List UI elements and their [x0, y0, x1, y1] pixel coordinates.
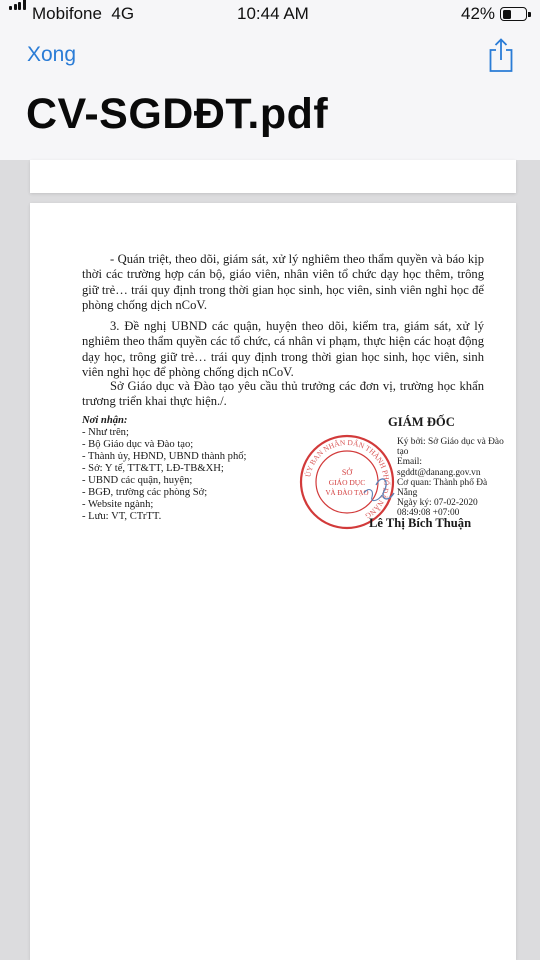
digital-signature-info	[397, 437, 507, 519]
share-icon[interactable]	[487, 37, 515, 73]
signer-email: sgddt@danang.gov.vn	[397, 467, 481, 478]
recipient-item: - UBND các quận, huyện;	[82, 475, 193, 486]
email-label: Email:	[397, 457, 422, 468]
battery-percent: 42%	[461, 4, 496, 23]
document-title: CV-SGDĐT.pdf	[26, 90, 329, 138]
previous-page	[30, 160, 516, 193]
pdf-page	[30, 203, 516, 960]
recipient-item: - Sở: Y tế, TT&TT, LĐ-TB&XH;	[82, 463, 224, 474]
pdf-viewer[interactable]	[0, 160, 540, 960]
paragraph-implementation: Sở Giáo dục và Đào tạo yêu cầu thủ trưởng các đơn vị, trường học khẩn trương triển khai thực hiện./.	[82, 379, 484, 409]
svg-text:SỞ: SỞ	[341, 468, 353, 477]
recipients-heading: Nơi nhận:	[82, 415, 128, 426]
signed-by: Ký bởi: Sở Giáo dục và Đào tạo	[397, 437, 504, 458]
recipient-item: - Bộ Giáo dục và Đào tạo;	[82, 439, 194, 450]
status-bar	[0, 0, 540, 30]
status-time: 10:44 AM	[237, 4, 309, 23]
paragraph-supervision: - Quán triệt, theo dõi, giám sát, xử lý nghiêm theo thẩm quyền và báo kịp thời các trường hợp cán bộ, giáo viên, nhân viên tổ chức dạy học thêm, trông giữ trẻ… trái quy định trong thời gian học sinh, học viên, sinh viên nghỉ học để phòng chống dịch nCoV.	[82, 252, 484, 312]
signing-time: 08:49:08 +07:00	[397, 508, 460, 519]
done-button[interactable]: Xong	[27, 43, 77, 66]
recipient-item: - Website ngành;	[82, 499, 154, 510]
recipients-list	[82, 415, 292, 523]
recipient-item: - Như trên;	[82, 427, 129, 438]
battery-icon	[500, 7, 527, 21]
svg-text:VÀ ĐÀO TẠO: VÀ ĐÀO TẠO	[325, 489, 369, 497]
svg-text:GIÁO DỤC: GIÁO DỤC	[328, 478, 366, 487]
signer-name: Lê Thị Bích Thuận	[369, 516, 472, 530]
recipient-item: - BGĐ, trường các phòng Sở;	[82, 487, 208, 498]
recipient-item: - Lưu: VT, CTrTT.	[82, 511, 162, 522]
carrier-label: Mobifone 4G	[32, 4, 135, 23]
signing-date: Ngày ký: 07-02-2020	[397, 498, 478, 509]
paragraph-district-request: 3. Đề nghị UBND các quận, huyện theo dõi, kiểm tra, giám sát, xử lý nghiêm theo thẩm quyền các tổ chức, cá nhân vi phạm, thực hiện các hoạt động dạy học, trông giữ trẻ… trái quy định trong thời gian học sinh, học viên, sinh viên nghỉ học để phòng chống dịch nCoV.	[82, 319, 484, 379]
signer-title: GIÁM ĐỐC	[388, 415, 455, 429]
svg-text:ỦY BAN NHÂN DÂN THÀNH PHỐ ĐÀ N: ỦY BAN NHÂN DÂN THÀNH PHỐ ĐÀ NẴNG	[303, 437, 392, 521]
document-header	[0, 30, 540, 160]
recipient-item: - Thành ủy, HĐND, UBND thành phố;	[82, 451, 247, 462]
signer-agency: Cơ quan: Thành phố Đà Nẵng	[397, 477, 488, 499]
